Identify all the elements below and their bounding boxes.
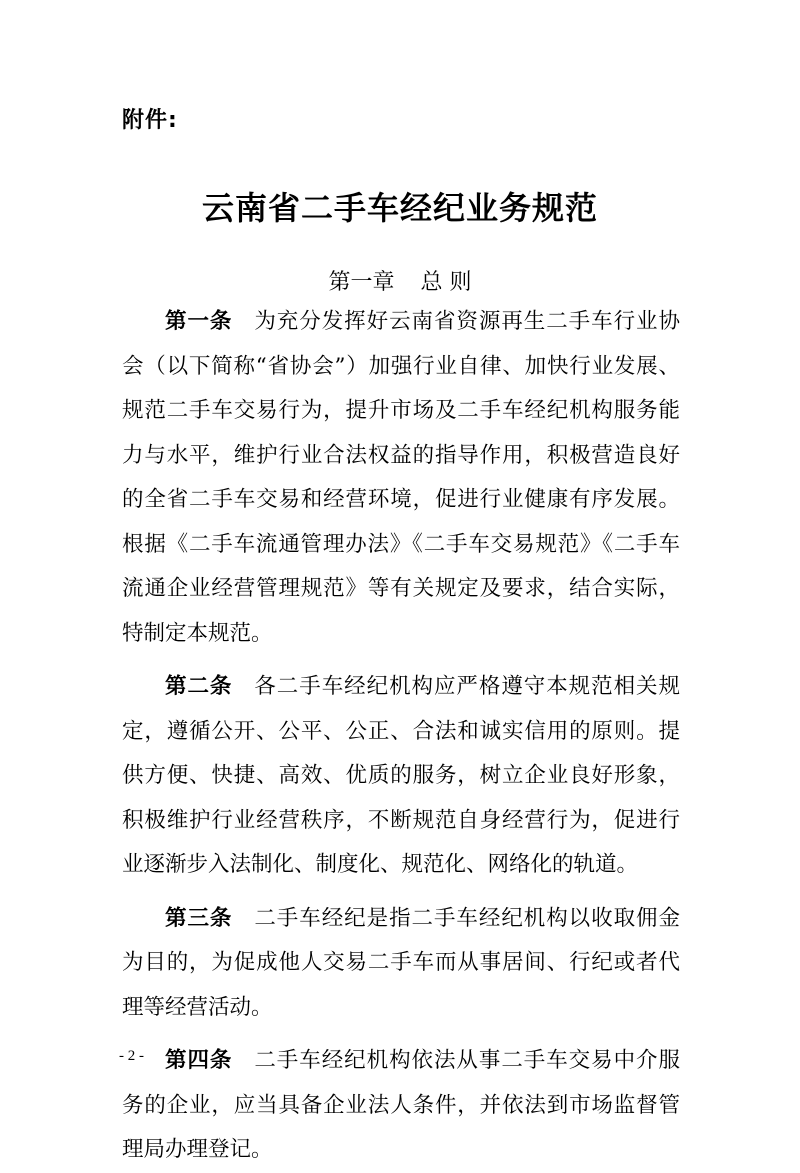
article-text: 二手车经纪机构依法从事二手车交易中介服务的企业，应当具备企业法人条件，并依法到市场监督管理局办理登记。 <box>122 1048 680 1162</box>
article-text: 二手车经纪是指二手车经纪机构以收取佣金为目的，为促成他人交易二手车而从事居间、行纪或者代理等经营活动。 <box>122 905 680 1020</box>
article-3 <box>122 897 680 1031</box>
article-label: 第一条 <box>165 309 233 334</box>
article-1 <box>122 300 680 656</box>
article-text: 为充分发挥好云南省资源再生二手车行业协会（以下简称“省协会”）加强行业自律、加快行业发展、规范二手车交易行为，提升市场及二手车经纪机构服务能力与水平，维护行业合法权益的指导作用，积极营造良好的全省二手车交易和经营环境，促进行业健康有序发展。根据《二手车流通管理办法》《二手车交易规范》《二手车流通企业经营管理规范》等有关规定及要求，结合实际，特制定本规范。 <box>122 309 680 646</box>
attachment-label: 附件: <box>122 108 178 133</box>
page-number: - 2 - <box>119 1048 144 1064</box>
document-title: 云南省二手车经纪业务规范 <box>201 189 598 227</box>
chapter-title: 总 则 <box>420 270 472 295</box>
document-body <box>122 300 680 1173</box>
article-text: 各二手车经纪机构应严格遵守本规范相关规定，遵循公开、公平、公正、合法和诚实信用的原则。提供方便、快捷、高效、优质的服务，树立企业良好形象，积极维护行业经营秩序，不断规范自身经营行为，促进行业逐渐步入法制化、制度化、规范化、网络化的轨道。 <box>122 674 680 877</box>
article-label: 第四条 <box>165 1048 233 1073</box>
chapter-number: 第一章 <box>328 270 395 295</box>
article-2 <box>122 665 680 888</box>
article-label: 第二条 <box>165 674 233 699</box>
article-4 <box>122 1039 680 1173</box>
chapter-heading <box>0 265 800 296</box>
article-label: 第三条 <box>165 905 233 931</box>
